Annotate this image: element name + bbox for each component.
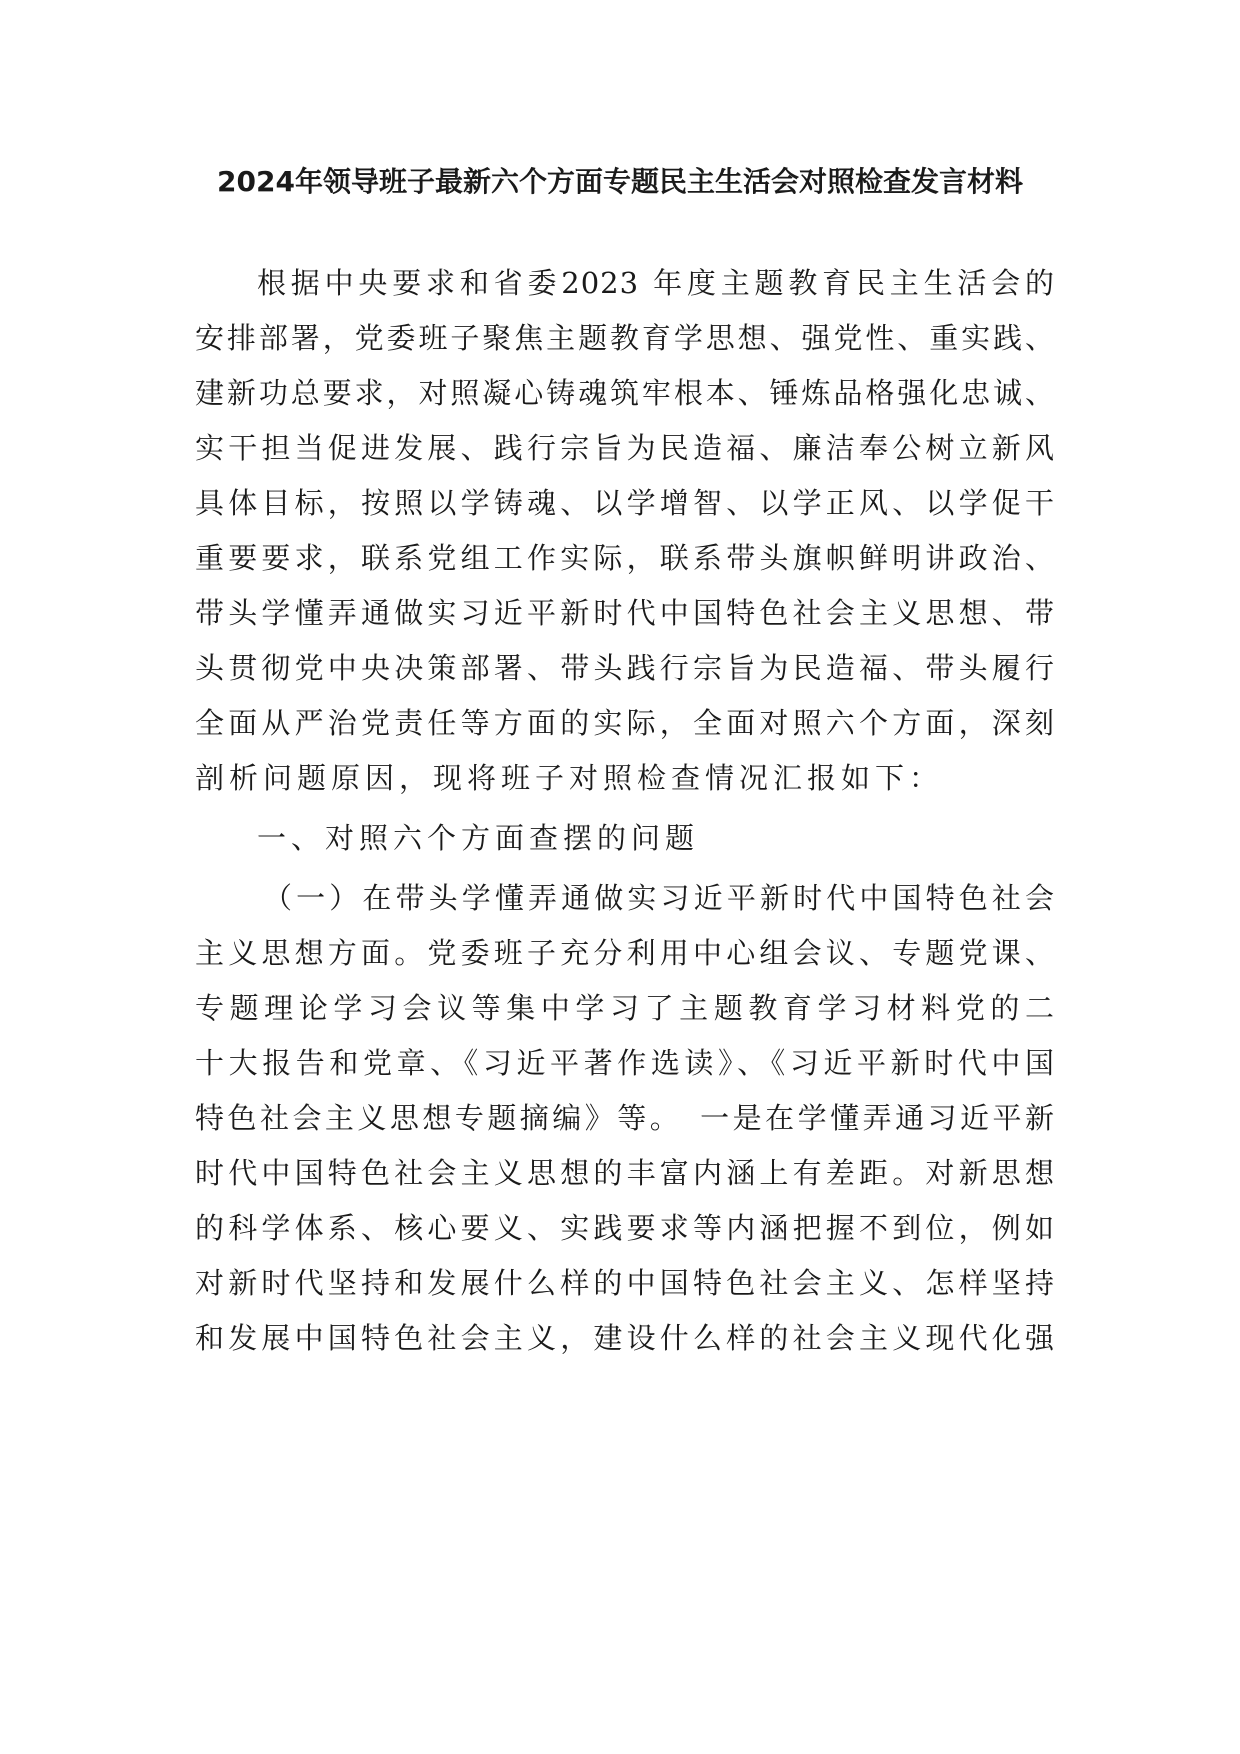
paragraph-line: 具体目标，按照以学铸魂、以学增智、以学正风、以学促干 bbox=[195, 486, 1055, 520]
paragraph-line: 安排部署，党委班子聚焦主题教育学思想、强党性、重实践、 bbox=[195, 321, 1055, 355]
paragraph-line: 带头学懂弄通做实习近平新时代中国特色社会主义思想、带 bbox=[195, 596, 1055, 630]
paragraph-line: 重要要求，联系党组工作实际，联系带头旗帜鲜明讲政治、 bbox=[195, 541, 1055, 575]
paragraph-line: 对新时代坚持和发展什么样的中国特色社会主义、怎样坚持 bbox=[195, 1266, 1055, 1300]
paragraph-line: 根据中央要求和省委2023 年度主题教育民主生活会的 bbox=[257, 266, 1055, 300]
paragraph-line: 的科学体系、核心要义、实践要求等内涵把握不到位，例如 bbox=[195, 1211, 1055, 1245]
paragraph-line: 主义思想方面。党委班子充分利用中心组会议、专题党课、 bbox=[195, 936, 1055, 970]
paragraph-line: 十大报告和党章、《习近平著作选读》、《习近平新时代中国 bbox=[195, 1046, 1055, 1080]
paragraph-line: 剖析问题原因，现将班子对照检查情况汇报如下： bbox=[195, 761, 944, 795]
paragraph-line: 实干担当促进发展、践行宗旨为民造福、廉洁奉公树立新风 bbox=[195, 431, 1055, 465]
paragraph-line: 全面从严治党责任等方面的实际，全面对照六个方面，深刻 bbox=[195, 706, 1055, 740]
paragraph-line: （一）在带头学懂弄通做实习近平新时代中国特色社会 bbox=[263, 881, 1055, 915]
paragraph-line: 头贯彻党中央决策部署、带头践行宗旨为民造福、带头履行 bbox=[195, 651, 1055, 685]
section-heading: 一、对照六个方面查摆的问题 bbox=[257, 821, 700, 855]
paragraph-line: 专题理论学习会议等集中学习了主题教育学习材料党的二 bbox=[195, 991, 1055, 1025]
paragraph-line: 建新功总要求，对照凝心铸魂筑牢根本、锤炼品格强化忠诚、 bbox=[195, 376, 1055, 410]
paragraph-line: 和发展中国特色社会主义，建设什么样的社会主义现代化强 bbox=[195, 1321, 1055, 1355]
paragraph-line: 时代中国特色社会主义思想的丰富内涵上有差距。对新思想 bbox=[195, 1156, 1055, 1190]
paragraph-line: 特色社会主义思想专题摘编》等。 一是在学懂弄通习近平新 bbox=[195, 1101, 1055, 1135]
document-title: 2024年领导班子最新六个方面专题民主生活会对照检查发言材料 bbox=[217, 165, 1023, 198]
